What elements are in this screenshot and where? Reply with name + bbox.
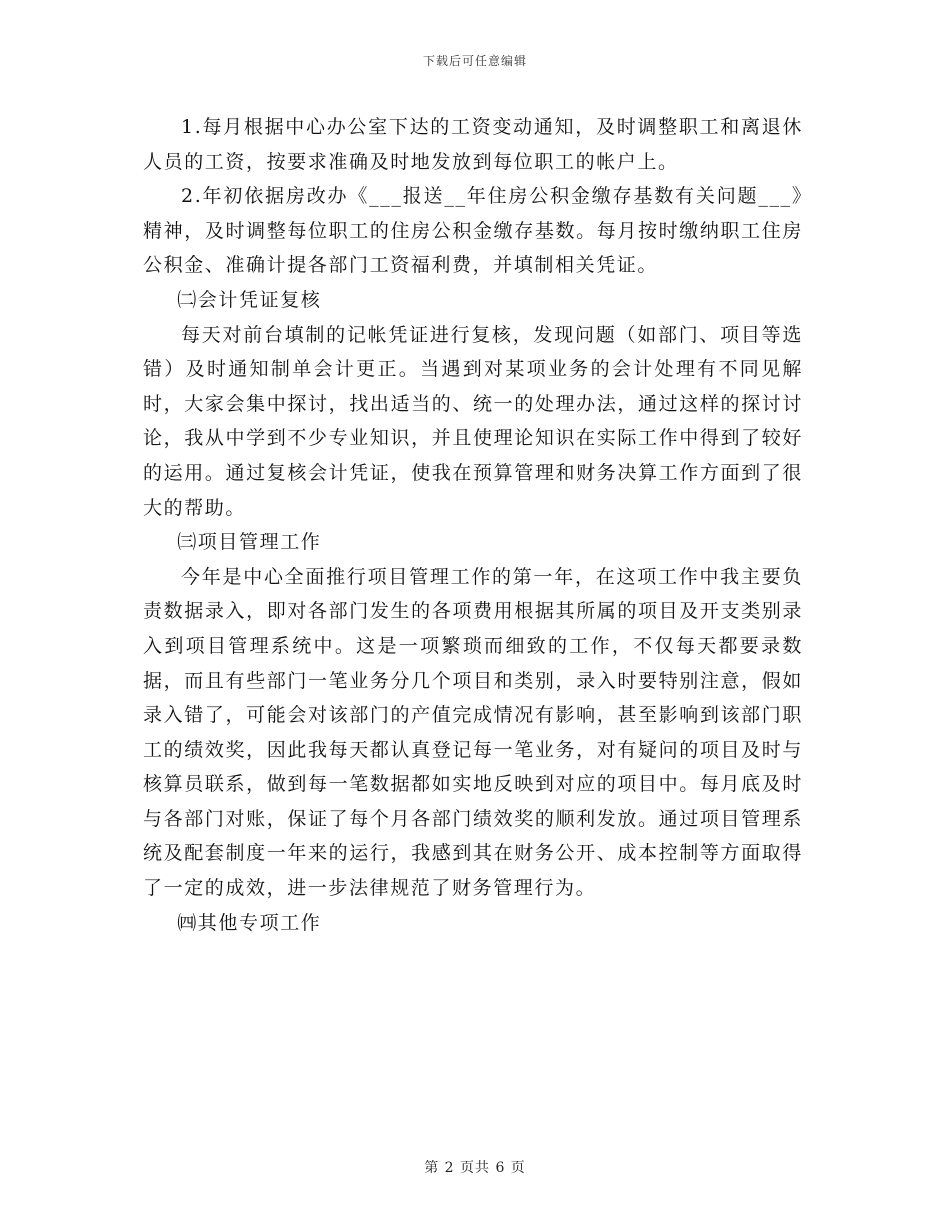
paragraph-housing-fund: 2.年初依据房改办《___报送__年住房公积金缴存基数有关问题___》精神，及时调整每位职工的住房公积金缴存基数。每月按时缴纳职工住房公积金、准确计提各部门工资福利费，并填制相关凭证。 (143, 185, 803, 277)
paragraph-project-management: 今年是中心全面推行项目管理工作的第一年，在这项工作中我主要负责数据录入，即对各部门发生的各项费用根据其所属的项目及开支类别录入到项目管理系统中。这是一项繁琐而细致的工作，不仅每天都要录数据，而且有些部门一笔业务分几个项目和类别，录入时要特别注意，假如录入错了，可能会对该部门的产值完成情况有影响，甚至影响到该部门职工的绩效奖，因此我每天都认真登记每一笔业务，对有疑问的项目及时与核算员联系，做到每一笔数据都如实地反映到对应的项目中。每月底及时与各部门对账，保证了每个月各部门绩效奖的顺利发放。通过项目管理系统及配套制度一年来的运行，我感到其在财务公开、成本控制等方面取得了一定的成效，进一步法律规范了财务管理行为。 (143, 565, 803, 900)
page-footer: 第 2 页共 6 页 (424, 1160, 526, 1176)
section-heading-other-work: ㈣其他专项工作 (177, 911, 322, 934)
document-body (143, 110, 803, 940)
paragraph-voucher-review: 每天对前台填制的记帐凭证进行复核，发现问题（如部门、项目等选错）及时通知制单会计更正。当遇到对某项业务的会计处理有不同见解时，大家会集中探讨，找出适当的、统一的处理办法，通过这样的探讨讨论，我从中学到不少专业知识，并且使理论知识在实际工作中得到了较好的运用。通过复核会计凭证，使我在预算管理和财务决算工作方面到了很大的帮助。 (143, 323, 803, 519)
section-heading-voucher-review: ㈡会计凭证复核 (177, 288, 322, 311)
page-header: 下载后可任意编辑 (422, 54, 527, 68)
paragraph-salary-adjustment: 1.每月根据中心办公室下达的工资变动通知，及时调整职工和离退休人员的工资，按要求准确及时地发放到每位职工的帐户上。 (143, 116, 803, 173)
section-heading-project-management: ㈢项目管理工作 (177, 531, 322, 554)
